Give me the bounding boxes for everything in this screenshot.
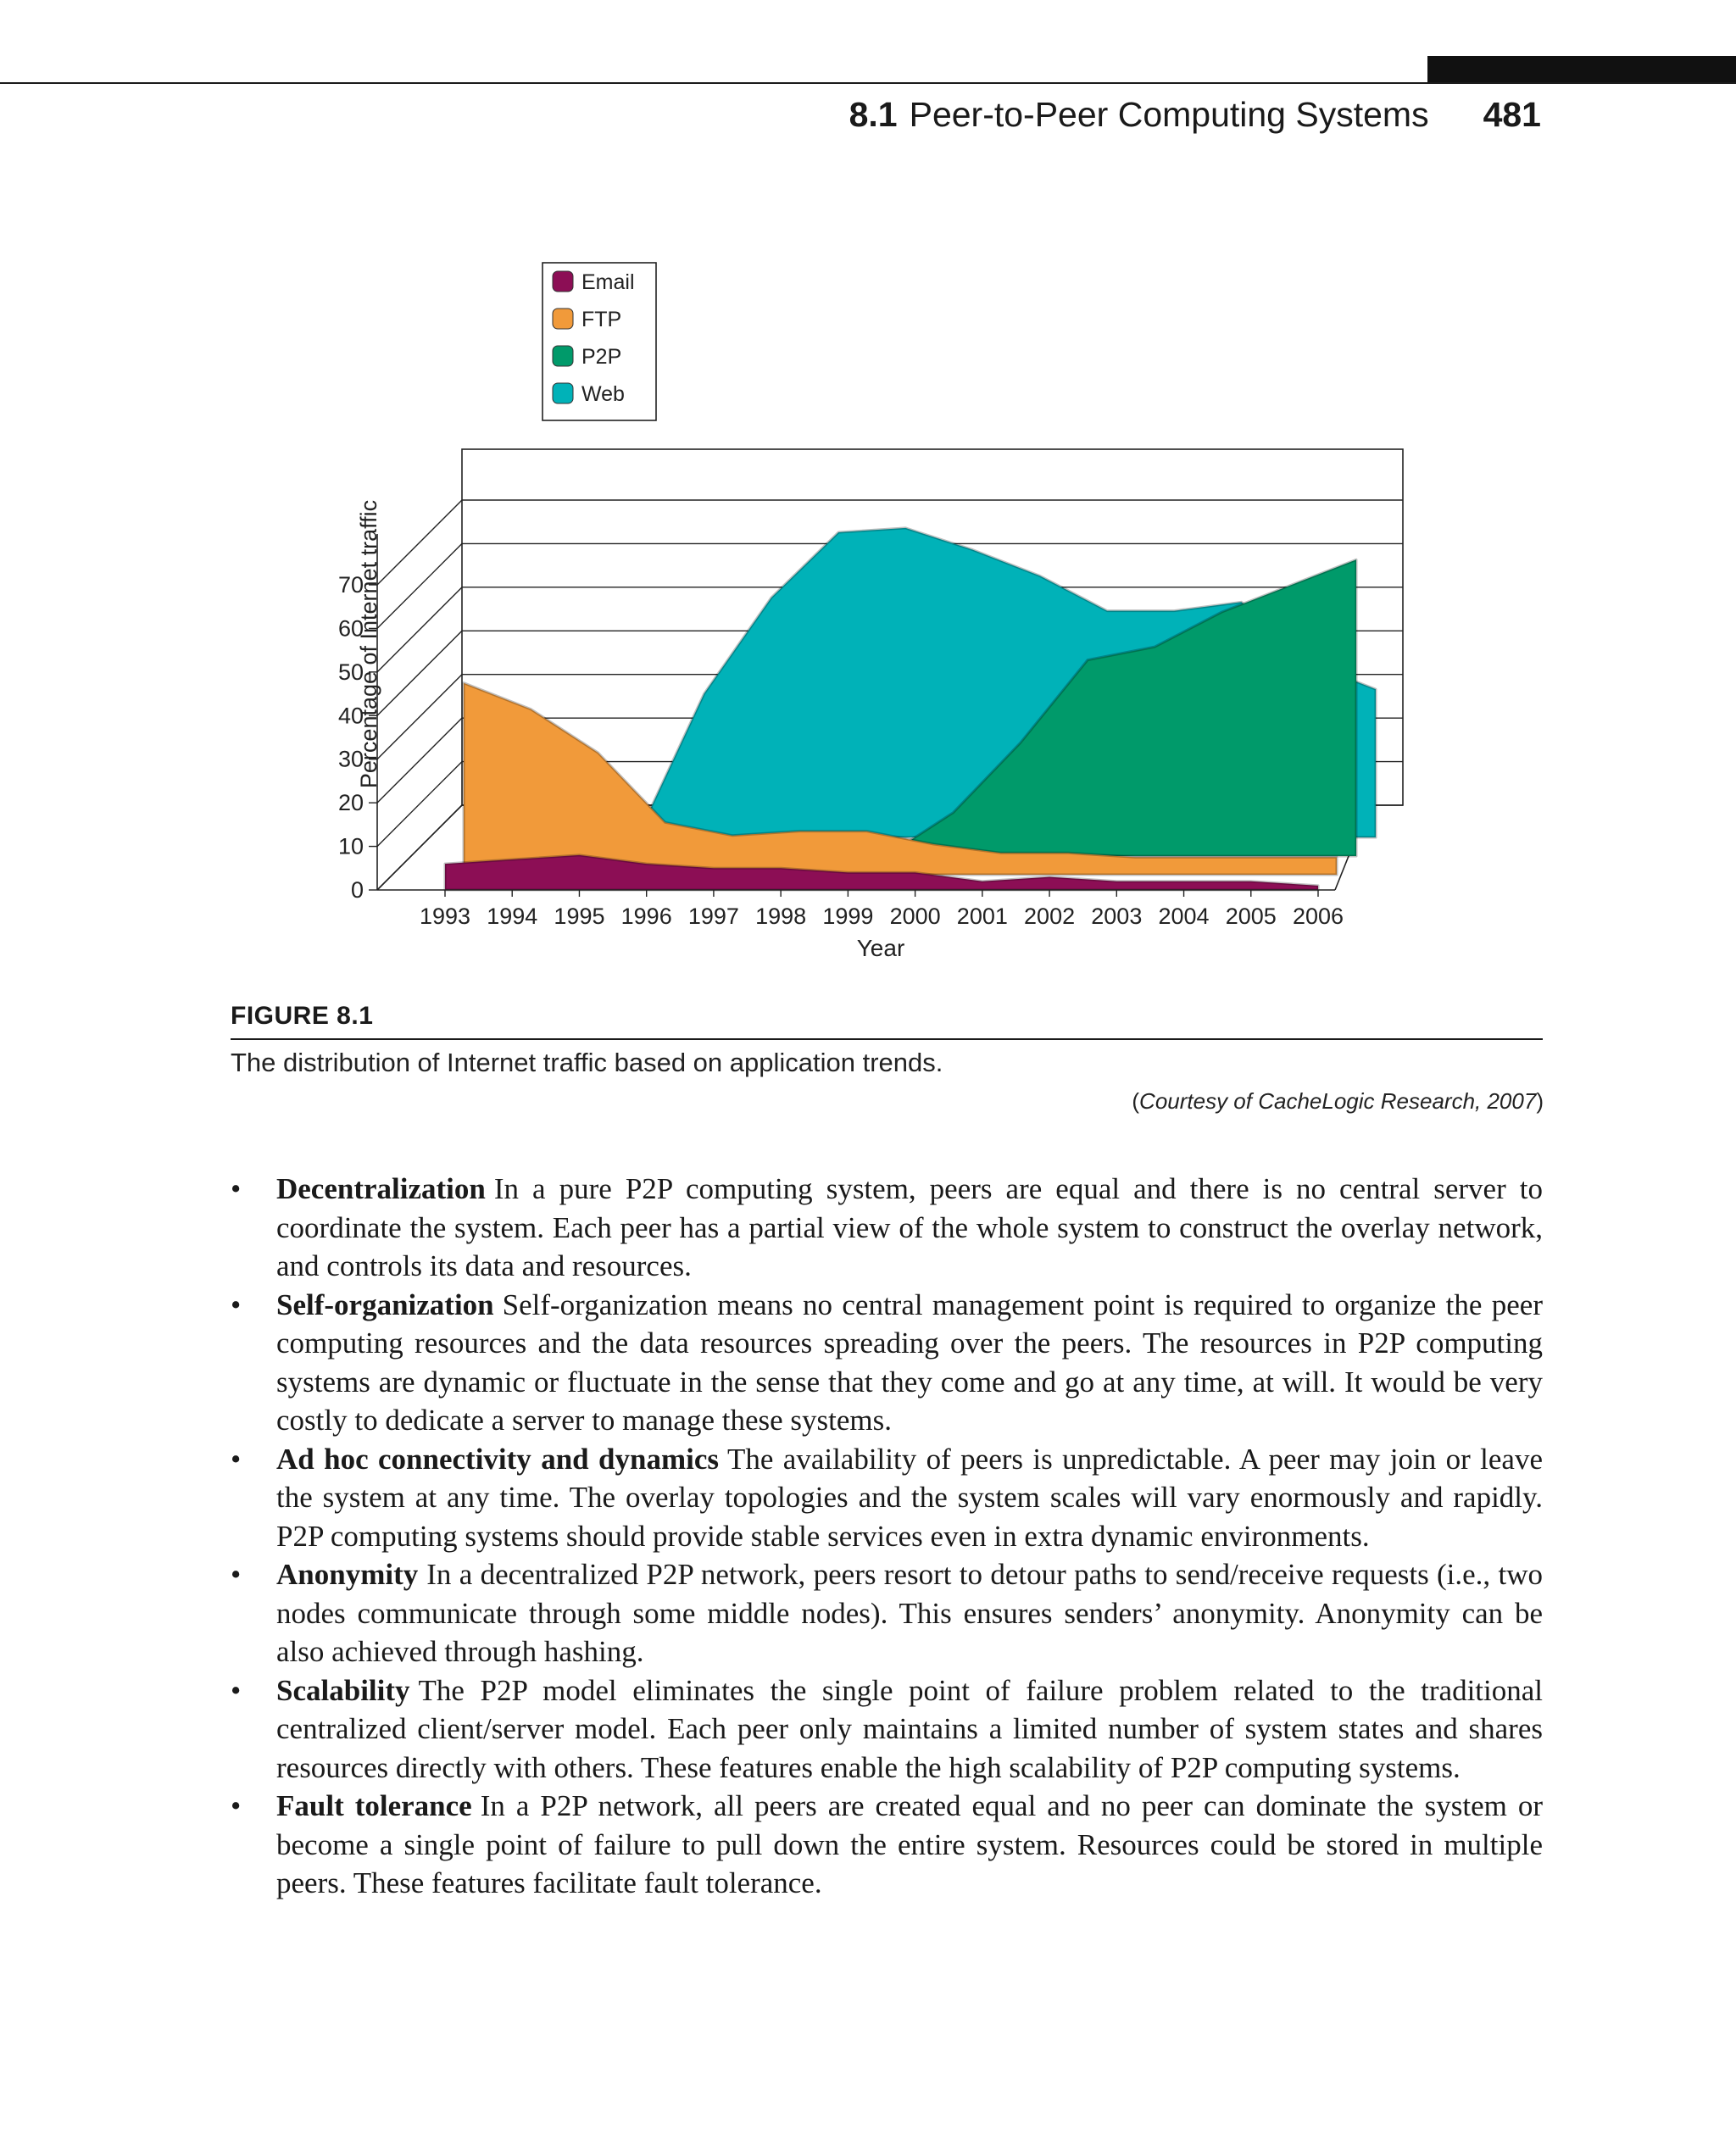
header-bar-decoration: [1427, 56, 1736, 84]
x-tick-label: 1995: [554, 904, 605, 929]
bullet-item: [231, 1440, 1543, 1556]
x-tick-label: 2004: [1158, 904, 1210, 929]
bullet-term: Anonymity: [276, 1558, 419, 1591]
bullet-text: In a pure P2P computing system, peers are equal and there is no central server to coordinate the system. Each peer has a partial view of the whole system to construct the overlay network, and controls its data and resources.: [276, 1172, 1543, 1282]
bullet-term: Self-organization: [276, 1287, 494, 1321]
y-tick-label: 50: [337, 659, 364, 685]
x-tick-label: 1999: [822, 904, 874, 929]
figure-caption: The distribution of Internet traffic based on application trends.: [231, 1048, 943, 1077]
figure-credit-close: ): [1536, 1088, 1544, 1114]
running-head: [849, 95, 1541, 135]
x-tick-label: 2002: [1024, 904, 1076, 929]
figure-credit: [1132, 1088, 1544, 1115]
bullet-term: Decentralization: [276, 1172, 486, 1205]
header-rule: [0, 82, 1736, 84]
bullet-dot: •: [231, 1287, 242, 1321]
x-tick-label: 2001: [956, 904, 1008, 929]
figure-credit-open: (: [1132, 1088, 1140, 1114]
section-title: Peer-to-Peer Computing Systems: [909, 95, 1429, 134]
gridline-diag: [377, 500, 462, 585]
legend-label: FTP: [581, 308, 622, 331]
y-tick-label: 0: [350, 877, 364, 903]
x-tick-label: 2000: [889, 904, 941, 929]
gridline-diag: [377, 587, 462, 672]
legend-label: Web: [581, 382, 625, 406]
legend-swatch: [553, 309, 573, 329]
legend-label: P2P: [581, 345, 622, 369]
bullet-term: Scalability: [276, 1673, 410, 1707]
figure-label: FIGURE 8.1: [231, 1002, 374, 1030]
gridline-diag: [377, 543, 462, 628]
bullet-text: The P2P model eliminates the single point of failure problem related to the traditional centralized client/server model. Each peer only maintains a limited number of system states and shares resources directly with others. These features enable the high scalability of P2P computing systems.: [276, 1673, 1543, 1784]
legend-swatch: [553, 271, 573, 292]
page-number: 481: [1483, 95, 1541, 134]
x-tick-label: 1997: [687, 904, 739, 929]
bullet-dot: •: [231, 1442, 242, 1476]
x-axis-label: Year: [856, 935, 905, 961]
x-tick-label: 1998: [755, 904, 807, 929]
y-tick-label: 20: [337, 790, 364, 816]
figure-rule: [231, 1038, 1543, 1040]
x-tick-label: 1996: [620, 904, 672, 929]
legend-label: Email: [581, 270, 635, 294]
gridline-diag: [377, 718, 462, 803]
bullet-item: [231, 1787, 1543, 1903]
bullet-term: Fault tolerance: [276, 1789, 472, 1822]
y-axis-label: Percentage of Internet traffic: [356, 499, 381, 789]
bullet-dot: •: [231, 1673, 242, 1707]
section-number: 8.1: [849, 95, 898, 134]
gridline-diag: [377, 631, 462, 715]
bullet-item: [231, 1170, 1543, 1286]
y-tick-label: 60: [337, 615, 364, 642]
x-tick-label: 2003: [1091, 904, 1143, 929]
bullet-dot: •: [231, 1789, 242, 1822]
bullet-dot: •: [231, 1172, 242, 1205]
bullet-term: Ad hoc connectivity and dynamics: [276, 1442, 719, 1476]
traffic-chart-svg: [322, 246, 1441, 975]
legend-swatch: [553, 383, 573, 403]
legend-swatch: [553, 346, 573, 366]
bullet-dot: •: [231, 1558, 242, 1591]
x-tick-label: 1994: [487, 904, 538, 929]
gridline-diag: [377, 762, 462, 847]
bullet-text: In a decentralized P2P network, peers resort to detour paths to send/receive requests (i.e., two nodes communicate through some middle nodes). This ensures senders’ anonymity. Anonymity can be also achieved through hashing.: [276, 1558, 1543, 1668]
y-tick-label: 30: [337, 746, 364, 772]
traffic-chart: [322, 246, 1441, 975]
bullet-text: In a P2P network, all peers are created equal and no peer can dominate the system or become a single point of failure to pull down the entire system. Resources could be stored in multiple peers. These features facilitate fault tolerance.: [276, 1789, 1543, 1899]
bullet-text: Self-organization means no central management point is required to organize the peer computing resources and the data resources spreading over the peers. The resources in P2P computing systems are dynamic or fluctuate in the sense that they come and go at any time, at will. It would be very costly to dedicate a server to manage these systems.: [276, 1287, 1543, 1437]
y-tick-label: 10: [337, 833, 364, 859]
bullet-item: [231, 1671, 1543, 1788]
x-tick-label: 2005: [1225, 904, 1277, 929]
x-tick-label: 2006: [1292, 904, 1344, 929]
gridline-diag: [377, 675, 462, 759]
figure-credit-text: Courtesy of CacheLogic Research, 2007: [1139, 1088, 1537, 1114]
bullet-text: The availability of peers is unpredictable. A peer may join or leave the system at any time. The overlay topologies and the system scales will vary enormously and rapidly. P2P computing systems should provide stable services even in extra dynamic environments.: [276, 1442, 1543, 1553]
bullet-item: [231, 1286, 1543, 1440]
x-tick-label: 1993: [419, 904, 471, 929]
y-tick-label: 70: [337, 572, 364, 598]
bullet-item: [231, 1555, 1543, 1671]
y-tick-label: 40: [337, 703, 364, 729]
bullet-list: [231, 1170, 1543, 1903]
